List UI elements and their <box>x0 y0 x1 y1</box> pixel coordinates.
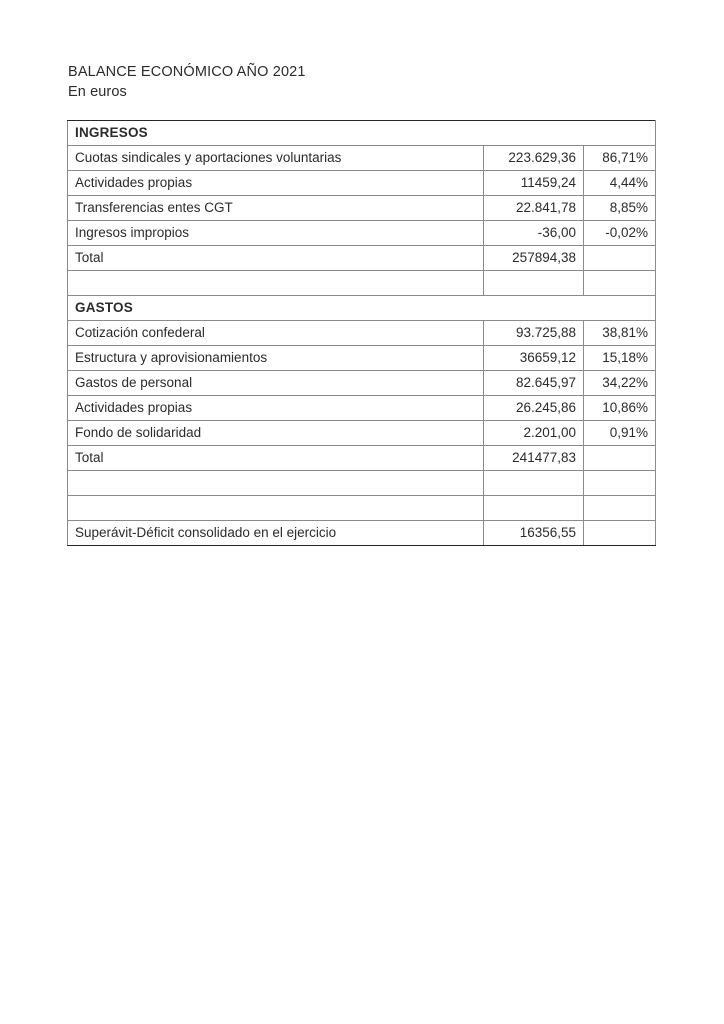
row-amount: 257894,38 <box>484 246 584 271</box>
row-label: Transferencias entes CGT <box>68 196 484 221</box>
section-title: GASTOS <box>68 296 656 321</box>
row-percent: 86,71% <box>584 146 656 171</box>
row-percent: 38,81% <box>584 321 656 346</box>
row-label: Total <box>68 246 484 271</box>
row-percent: -0,02% <box>584 221 656 246</box>
row-amount: 26.245,86 <box>484 396 584 421</box>
row-label: Gastos de personal <box>68 371 484 396</box>
row-percent: 4,44% <box>584 171 656 196</box>
row-amount <box>484 271 584 296</box>
table-row <box>68 196 656 221</box>
row-label: Estructura y aprovisionamientos <box>68 346 484 371</box>
currency-note: En euros <box>68 84 127 100</box>
row-label: Ingresos impropios <box>68 221 484 246</box>
section-title: INGRESOS <box>68 121 656 146</box>
table-row <box>68 146 656 171</box>
row-label <box>68 271 484 296</box>
row-percent <box>584 521 656 546</box>
row-label <box>68 496 484 521</box>
row-percent: 10,86% <box>584 396 656 421</box>
row-amount: -36,00 <box>484 221 584 246</box>
row-amount: 36659,12 <box>484 346 584 371</box>
row-percent: 34,22% <box>584 371 656 396</box>
row-label: Fondo de solidaridad <box>68 421 484 446</box>
row-amount <box>484 496 584 521</box>
table-row <box>68 221 656 246</box>
row-label: Superávit-Déficit consolidado en el ejercicio <box>68 521 484 546</box>
table-row <box>68 346 656 371</box>
table-row <box>68 321 656 346</box>
table-spacer-row <box>68 471 656 496</box>
row-amount: 11459,24 <box>484 171 584 196</box>
row-percent <box>584 246 656 271</box>
table-row <box>68 246 656 271</box>
table-spacer-row <box>68 271 656 296</box>
row-percent: 15,18% <box>584 346 656 371</box>
table-row <box>68 396 656 421</box>
balance-table-body <box>68 121 656 546</box>
row-amount: 223.629,36 <box>484 146 584 171</box>
row-label: Total <box>68 446 484 471</box>
row-percent <box>584 496 656 521</box>
table-row <box>68 521 656 546</box>
row-amount: 22.841,78 <box>484 196 584 221</box>
page-title: BALANCE ECONÓMICO AÑO 2021 <box>68 64 306 80</box>
table-row <box>68 446 656 471</box>
row-percent <box>584 271 656 296</box>
row-percent: 0,91% <box>584 421 656 446</box>
row-amount: 241477,83 <box>484 446 584 471</box>
row-percent <box>584 471 656 496</box>
table-row <box>68 421 656 446</box>
row-amount: 2.201,00 <box>484 421 584 446</box>
row-amount: 16356,55 <box>484 521 584 546</box>
row-amount: 93.725,88 <box>484 321 584 346</box>
table-row <box>68 371 656 396</box>
document-header <box>68 62 628 102</box>
row-label: Actividades propias <box>68 171 484 196</box>
table-section-header-row <box>68 296 656 321</box>
balance-table <box>67 120 656 546</box>
row-amount: 82.645,97 <box>484 371 584 396</box>
row-label: Cotización confederal <box>68 321 484 346</box>
row-percent <box>584 446 656 471</box>
table-spacer-row <box>68 496 656 521</box>
table-row <box>68 171 656 196</box>
row-label <box>68 471 484 496</box>
row-label: Actividades propias <box>68 396 484 421</box>
row-amount <box>484 471 584 496</box>
row-percent: 8,85% <box>584 196 656 221</box>
row-label: Cuotas sindicales y aportaciones voluntarias <box>68 146 484 171</box>
table-section-header-row <box>68 121 656 146</box>
